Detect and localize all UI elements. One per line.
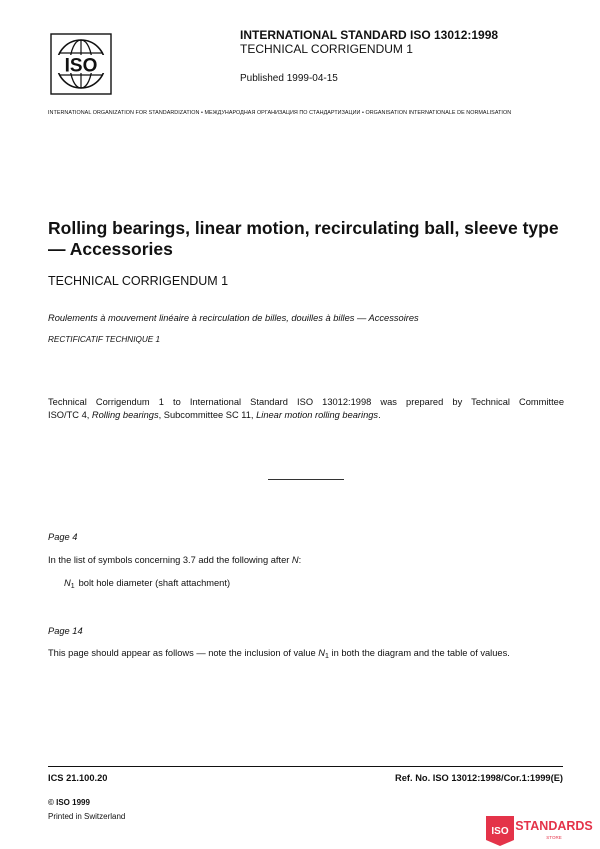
page-14-label: Page 14 — [48, 626, 83, 636]
intro-paragraph — [48, 396, 564, 422]
reference-number: Ref. No. ISO 13012:1998/Cor.1:1999(E) — [395, 773, 563, 783]
organization-line: INTERNATIONAL ORGANIZATION FOR STANDARDIZATION • МЕЖДУНАРОДНАЯ ОРГАНИЗАЦИЯ ПО СТАНДАРТИЗАЦИИ • ORGANISATION INTERNATIONALE DE NORMALISATION — [48, 110, 512, 116]
iso-store-watermark — [484, 810, 594, 846]
watermark-small-text: STORE — [546, 835, 562, 840]
appear-prefix: This page should appear as follows — note the inclusion of value — [48, 648, 319, 658]
intro-part-b: Rolling bearings — [91, 410, 159, 420]
intro-line-1: Technical Corrigendum 1 to International Standard ISO 13012:1998 was prepared by Technical Committee — [48, 397, 564, 407]
standard-number: INTERNATIONAL STANDARD ISO 13012:1998 — [240, 28, 499, 42]
list-intro-prefix: In the list of symbols concerning 3.7 add the following after — [48, 555, 292, 565]
list-intro-suffix: : — [298, 555, 302, 565]
symbol-subscript: 1 — [70, 583, 75, 590]
symbol-description: bolt hole diameter (shaft attachment) — [78, 578, 231, 588]
published-date: Published 1999-04-15 — [240, 73, 338, 84]
ics-code: ICS 21.100.20 — [48, 773, 108, 783]
list-intro-symbol: N — [291, 555, 299, 565]
intro-part-e: . — [378, 410, 381, 420]
page-14-instruction — [48, 648, 510, 660]
intro-part-c: , Subcommittee SC 11, — [158, 410, 257, 420]
watermark-brand-text: STANDARDS — [515, 819, 593, 833]
symbol-letter: N — [64, 578, 71, 588]
watermark-badge-text: ISO — [491, 826, 509, 837]
appear-suffix: in both the diagram and the table of values. — [328, 648, 510, 658]
appear-subscript: 1 — [325, 653, 329, 660]
appear-symbol: N — [318, 648, 326, 658]
intro-part-d: Linear motion rolling bearings — [256, 410, 379, 420]
french-subtitle: RECTIFICATIF TECHNIQUE 1 — [48, 335, 161, 344]
document-title: Rolling bearings, linear motion, recirculating ball, sleeve type — Accessories — [48, 218, 559, 259]
symbol-entry — [64, 578, 230, 590]
symbol-list-instruction — [48, 555, 301, 565]
printed-location: Printed in Switzerland — [48, 812, 126, 821]
copyright-notice: © ISO 1999 — [48, 798, 90, 807]
french-title: Roulements à mouvement linéaire à recirculation de billes, douilles à billes — Accessoires — [48, 313, 419, 323]
footer-rule — [48, 766, 563, 767]
document-subtitle: TECHNICAL CORRIGENDUM 1 — [48, 274, 229, 288]
intro-part-a: ISO/TC 4, — [48, 410, 92, 420]
iso-logo-text: ISO — [64, 55, 98, 77]
separator-rule — [268, 479, 344, 480]
iso-logo — [50, 33, 112, 95]
corrigendum-label: TECHNICAL CORRIGENDUM 1 — [240, 42, 413, 56]
page-4-label: Page 4 — [48, 532, 78, 542]
